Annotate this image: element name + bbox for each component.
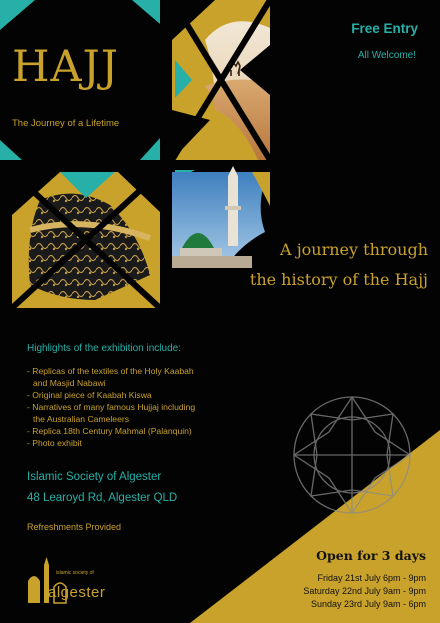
venue-address: 48 Learoyd Rd, Algester QLD <box>27 492 178 504</box>
refreshments-note: Refreshments Provided <box>27 522 122 532</box>
society-name: Islamic Society of Algester <box>27 471 162 483</box>
open-days-heading: Open for 3 days <box>316 548 426 563</box>
logo-text-main: algester <box>48 584 106 601</box>
logo-text-top: islamic society of <box>56 570 94 576</box>
all-welcome-label: All Welcome! <box>357 50 416 61</box>
schedule-day: Saturday 22nd July 9am - 9pm <box>303 586 426 596</box>
list-item: - Photo exhibit <box>27 438 82 448</box>
list-item: the Australian Cameleers <box>33 414 130 424</box>
list-item: - Replica 18th Century Mahmal (Palanquin) <box>27 426 192 436</box>
headline-line-1: A journey through <box>280 240 428 259</box>
list-item: - Original piece of Kaabah Kiswa <box>27 390 152 400</box>
page-subtitle: The Journey of a Lifetime <box>12 118 120 129</box>
schedule-day: Sunday 23rd July 9am - 6pm <box>310 599 426 609</box>
free-entry-label: Free Entry <box>351 21 418 36</box>
list-item: and Masjid Nabawi <box>33 378 106 388</box>
headline-line-2: the history of the Hajj <box>249 270 428 289</box>
kaabah-photo-tile <box>12 172 160 308</box>
page-title: HAJJ <box>12 42 120 92</box>
schedule-day: Friday 21st July 6pm - 9pm <box>317 573 426 583</box>
highlights-heading: Highlights of the exhibition include: <box>27 343 181 354</box>
list-item: - Replicas of the textiles of the Holy Kaabah <box>27 366 194 376</box>
star-ornament-icon <box>294 397 410 513</box>
list-item: - Narratives of many famous Hujjaj including <box>27 402 196 412</box>
highlights-list <box>27 365 267 449</box>
